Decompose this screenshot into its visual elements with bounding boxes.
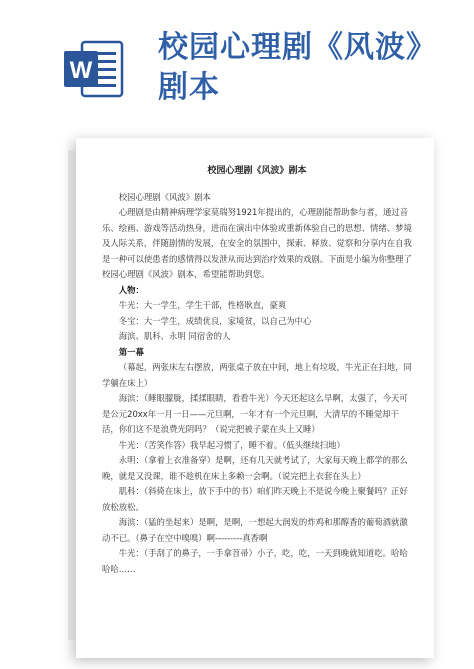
document-page: [76, 138, 434, 658]
document-subtitle: 校园心理剧《风波》剧本: [118, 191, 211, 202]
word-document-icon: [62, 38, 124, 100]
dialogue-line: 永明：（拿着上衣准备穿）是啊，还有几天就考试了，大家每天晚上都学的那么晚，就是又没课，谁不趁机在床上多赖一会啊。（说完把上衣套在头上）: [102, 455, 408, 481]
character-line: 海滨、肌科、永明 同宿舍的人: [118, 331, 231, 341]
banner-title: 校园心理剧《风波》剧本: [158, 30, 437, 105]
dialogue-line: 肌科：（斜倚在床上，放下手中的书）咱们昨天晚上不是说今晚上聚餐吗？正好放松放松。: [102, 486, 408, 512]
act-heading: 第一幕: [118, 346, 144, 357]
stage-direction: （幕起，两张床左右摆放，两张桌子放在中间，地上有垃圾，牛光正在扫地，同学躺在床上）: [102, 362, 412, 388]
document-title: 校园心理剧《风波》剧本: [207, 166, 307, 176]
banner-header: [0, 0, 474, 120]
dialogue-line: 海滨：（猛的坐起来）是啊，是啊，一想起大润发的炸鸡和那醇香的葡萄酒就激动不已。（鼻子在空中嗅嗅）啊---------真香啊: [102, 517, 408, 543]
dialogue-line: 海滨：（睡眼朦胧，揉揉眼睛，看看牛光）今天还起这么早啊，太强了，今天可是公元20xx年一月一日——元旦啊，一年才有一个元旦啊，大清早的不睡觉却干活，你们这不是浪费光阴吗？（说完把被子蒙在头上又睡）: [102, 393, 408, 434]
dialogue-line: 牛光：（手刮了的鼻子，一手拿苕帚）小子，吃，吃，一天到晚就知道吃。哈哈哈哈……: [102, 548, 408, 574]
document-body: [102, 164, 412, 577]
dialogue-line: 牛光：（苦笑作答）我早起习惯了，睡不着。（低头继续扫地）: [118, 439, 345, 450]
svg-text:W: W: [69, 57, 93, 84]
character-line: 牛光：大一学生，学生干部，性格耿直，豪爽: [118, 300, 287, 310]
characters-heading: 人物：: [118, 284, 144, 295]
intro-paragraph: 心理剧是由精神病理学家莫瑞努1921年提出的，心理剧能帮助参与者，通过音乐、绘画、游戏等活动热身，进而在演出中体验或重新体验自己的思想、情绪、梦境及人际关系，伴随剧情的发展，在安全的氛围中，探索、释放、觉察和分享内在自我是一种可以使患者的感情得以发泄从而达到治疗效果的戏剧。下面是小编为你整理了校园心理剧《风波》剧本，希望能帮助到您。: [102, 207, 412, 279]
character-line: 冬宝：大一学生，成绩优良，家境贫，以自己为中心: [118, 315, 312, 326]
